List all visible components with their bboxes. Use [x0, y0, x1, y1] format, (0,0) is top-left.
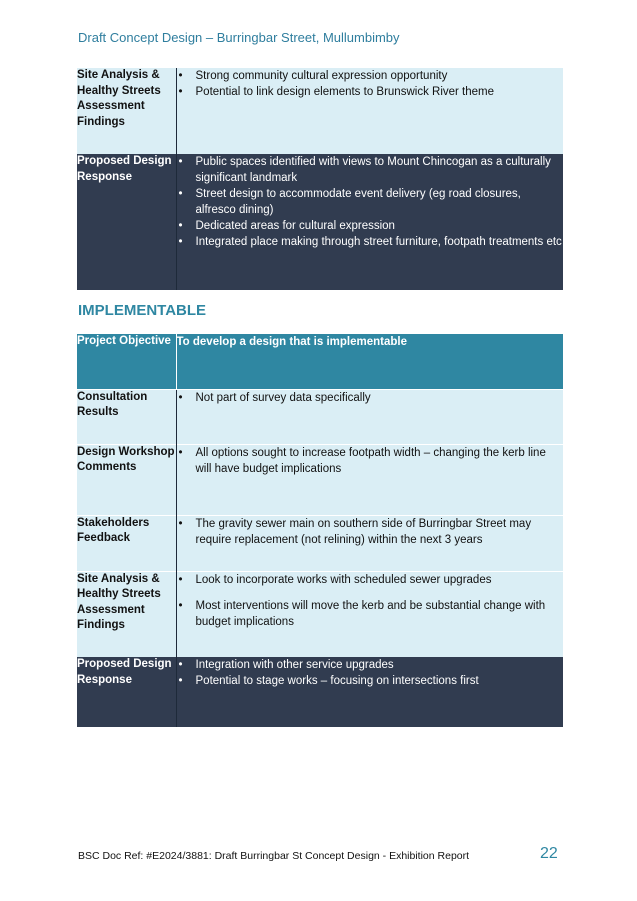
objective-label: Project Objective — [77, 334, 176, 389]
list-item: • Dedicated areas for cultural expression — [177, 218, 564, 234]
list-item: • All options sought to increase footpath width – changing the kerb line will have budget implications — [177, 445, 564, 477]
implementable-table — [77, 334, 563, 727]
table-row — [77, 389, 563, 444]
page-number: 22 — [540, 845, 558, 862]
list-item: • Not part of survey data specifically — [177, 390, 564, 406]
top-table — [77, 68, 563, 290]
footer-doc-ref: BSC Doc Ref: #E2024/3881: Draft Burringbar St Concept Design - Exhibition Report — [78, 850, 470, 862]
bullet-list — [177, 445, 564, 477]
row-content — [176, 68, 563, 154]
row-content — [176, 657, 563, 727]
row-content — [176, 389, 563, 444]
row-label: Proposed Design Response — [77, 657, 176, 727]
list-item: • Street design to accommodate event delivery (eg road closures, alfresco dining) — [177, 186, 564, 218]
row-content — [176, 444, 563, 515]
list-item: • Strong community cultural expression opportunity — [177, 68, 564, 84]
table-row — [77, 571, 563, 657]
list-item: • Potential to stage works – focusing on intersections first — [177, 673, 564, 689]
objective-row — [77, 334, 563, 389]
bullet-list — [177, 572, 564, 630]
list-item: • The gravity sewer main on southern side of Burringbar Street may require replacement (not relining) within the next 3 years — [177, 516, 564, 548]
list-item: • Integration with other service upgrades — [177, 657, 564, 673]
header-title: Draft Concept Design – Burringbar Street, Mullumbimby — [78, 30, 400, 45]
row-content — [176, 515, 563, 571]
table-row — [77, 515, 563, 571]
list-item: • Integrated place making through street furniture, footpath treatments etc — [177, 234, 564, 250]
section-heading: IMPLEMENTABLE — [78, 302, 207, 319]
row-label: Proposed Design Response — [77, 154, 176, 290]
row-content — [176, 571, 563, 657]
table-row — [77, 68, 563, 154]
row-label: Stakeholders Feedback — [77, 515, 176, 571]
row-label: Site Analysis & Healthy Streets Assessment Findings — [77, 68, 176, 154]
table-row — [77, 657, 563, 727]
table-row — [77, 444, 563, 515]
bullet-list — [177, 154, 564, 250]
list-item: • Look to incorporate works with scheduled sewer upgrades — [177, 572, 564, 588]
list-item: • Public spaces identified with views to Mount Chincogan as a culturally significant landmark — [177, 154, 564, 186]
row-label: Site Analysis & Healthy Streets Assessment Findings — [77, 571, 176, 657]
bullet-list — [177, 390, 564, 406]
bullet-list — [177, 516, 564, 548]
table-row — [77, 154, 563, 290]
row-label: Consultation Results — [77, 389, 176, 444]
row-content — [176, 154, 563, 290]
list-item: • Most interventions will move the kerb and be substantial change with budget implications — [177, 598, 564, 630]
bullet-list — [177, 68, 564, 100]
row-label: Design Workshop Comments — [77, 444, 176, 515]
list-item: • Potential to link design elements to Brunswick River theme — [177, 84, 564, 100]
objective-text: To develop a design that is implementable — [176, 334, 563, 389]
bullet-list — [177, 657, 564, 689]
